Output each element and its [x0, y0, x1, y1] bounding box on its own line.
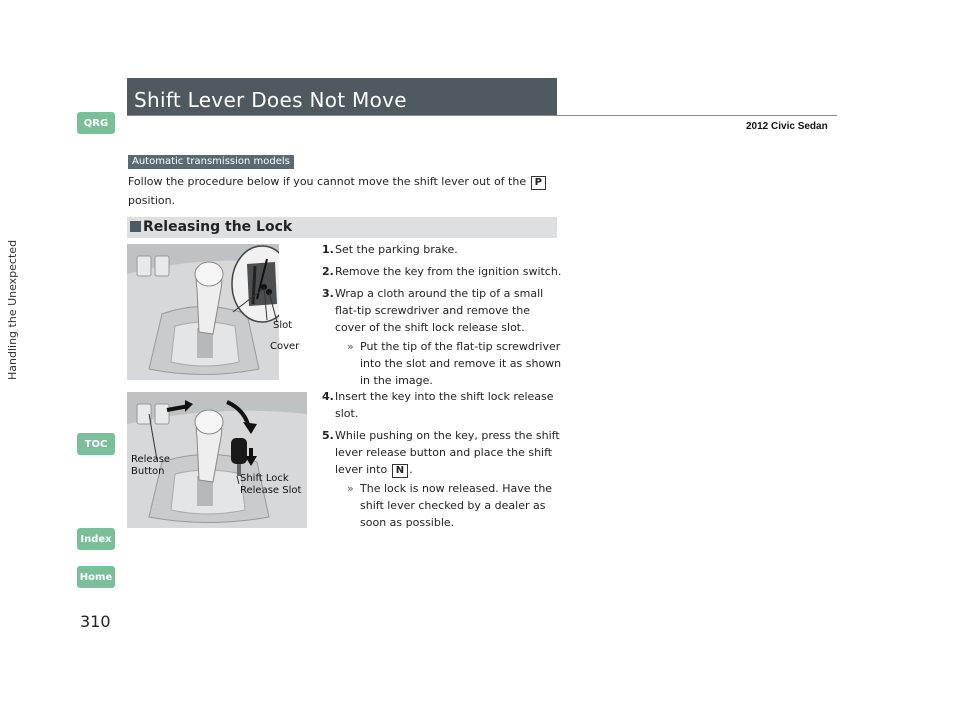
step-2-number: 2.: [322, 265, 334, 278]
section-heading: [127, 217, 557, 238]
page-number: 310: [80, 612, 111, 631]
release-label-line1: Release: [131, 454, 171, 465]
cover-label: Cover: [270, 341, 300, 352]
step-5-text: While pushing on the key, press the shift lever release button and place the shift lever into: [335, 429, 560, 476]
model-tag: Automatic transmission models: [128, 155, 294, 169]
release-button-label: [131, 454, 170, 478]
side-section-label: Handling the Unexpected: [6, 239, 19, 381]
step-1: [322, 241, 562, 258]
step-1-text: Set the parking brake.: [335, 243, 458, 256]
step-5-text-end: .: [409, 463, 413, 476]
step-5-tip: [335, 480, 562, 531]
shift-console-illustration-1: [127, 244, 279, 380]
step-4: [322, 388, 562, 422]
shift-lock-slot-label: [240, 473, 301, 497]
step-3-tip-text: Put the tip of the flat-tip screwdriver into the slot and remove it as shown in the image.: [360, 340, 562, 387]
toc-button[interactable]: TOC: [77, 433, 115, 455]
intro-text-before: Follow the procedure below if you cannot move the shift lever out of the: [128, 175, 530, 188]
section-square-icon: [130, 221, 141, 232]
step-3: [322, 285, 562, 389]
section-title: Releasing the Lock: [143, 219, 293, 235]
page-title-bar: [127, 78, 557, 115]
step-5-tip-text: The lock is now released. Have the shift lever checked by a dealer as soon as possible.: [360, 482, 553, 529]
step-3-text: Wrap a cloth around the tip of a small flat-tip screwdriver and remove the cover of the shift lock release slot.: [335, 287, 544, 334]
title-divider: [127, 115, 837, 116]
slot-label-line1: Shift Lock: [240, 473, 289, 484]
home-button[interactable]: Home: [77, 566, 115, 588]
step-3-tip: [335, 338, 562, 389]
step-3-number: 3.: [322, 287, 334, 300]
step-4-text: Insert the key into the shift lock release slot.: [335, 390, 554, 420]
step-5: [322, 427, 562, 531]
release-label-line2: Button: [131, 466, 165, 477]
park-key-glyph: P: [531, 176, 546, 190]
figure-remove-cover: [127, 244, 279, 380]
step-5-number: 5.: [322, 429, 334, 442]
intro-paragraph: [128, 172, 548, 210]
step-4-number: 4.: [322, 390, 334, 403]
step-2: [322, 263, 562, 280]
steps-group-2: [322, 388, 562, 536]
qrg-button[interactable]: QRG: [77, 112, 115, 134]
slot-label-line2: Release Slot: [240, 485, 302, 496]
step-1-number: 1.: [322, 243, 334, 256]
intro-text-after: position.: [128, 194, 176, 207]
index-button[interactable]: Index: [77, 528, 115, 550]
steps-group-1: [322, 241, 562, 394]
tip-arrow-icon: »: [347, 340, 354, 353]
neutral-key-glyph: N: [392, 464, 408, 478]
slot-label: Slot: [273, 320, 293, 331]
tip-arrow-icon: »: [347, 482, 354, 495]
page-title: Shift Lever Does Not Move: [134, 88, 407, 112]
step-2-text: Remove the key from the ignition switch.: [335, 265, 562, 278]
vehicle-model: 2012 Civic Sedan: [746, 121, 828, 132]
